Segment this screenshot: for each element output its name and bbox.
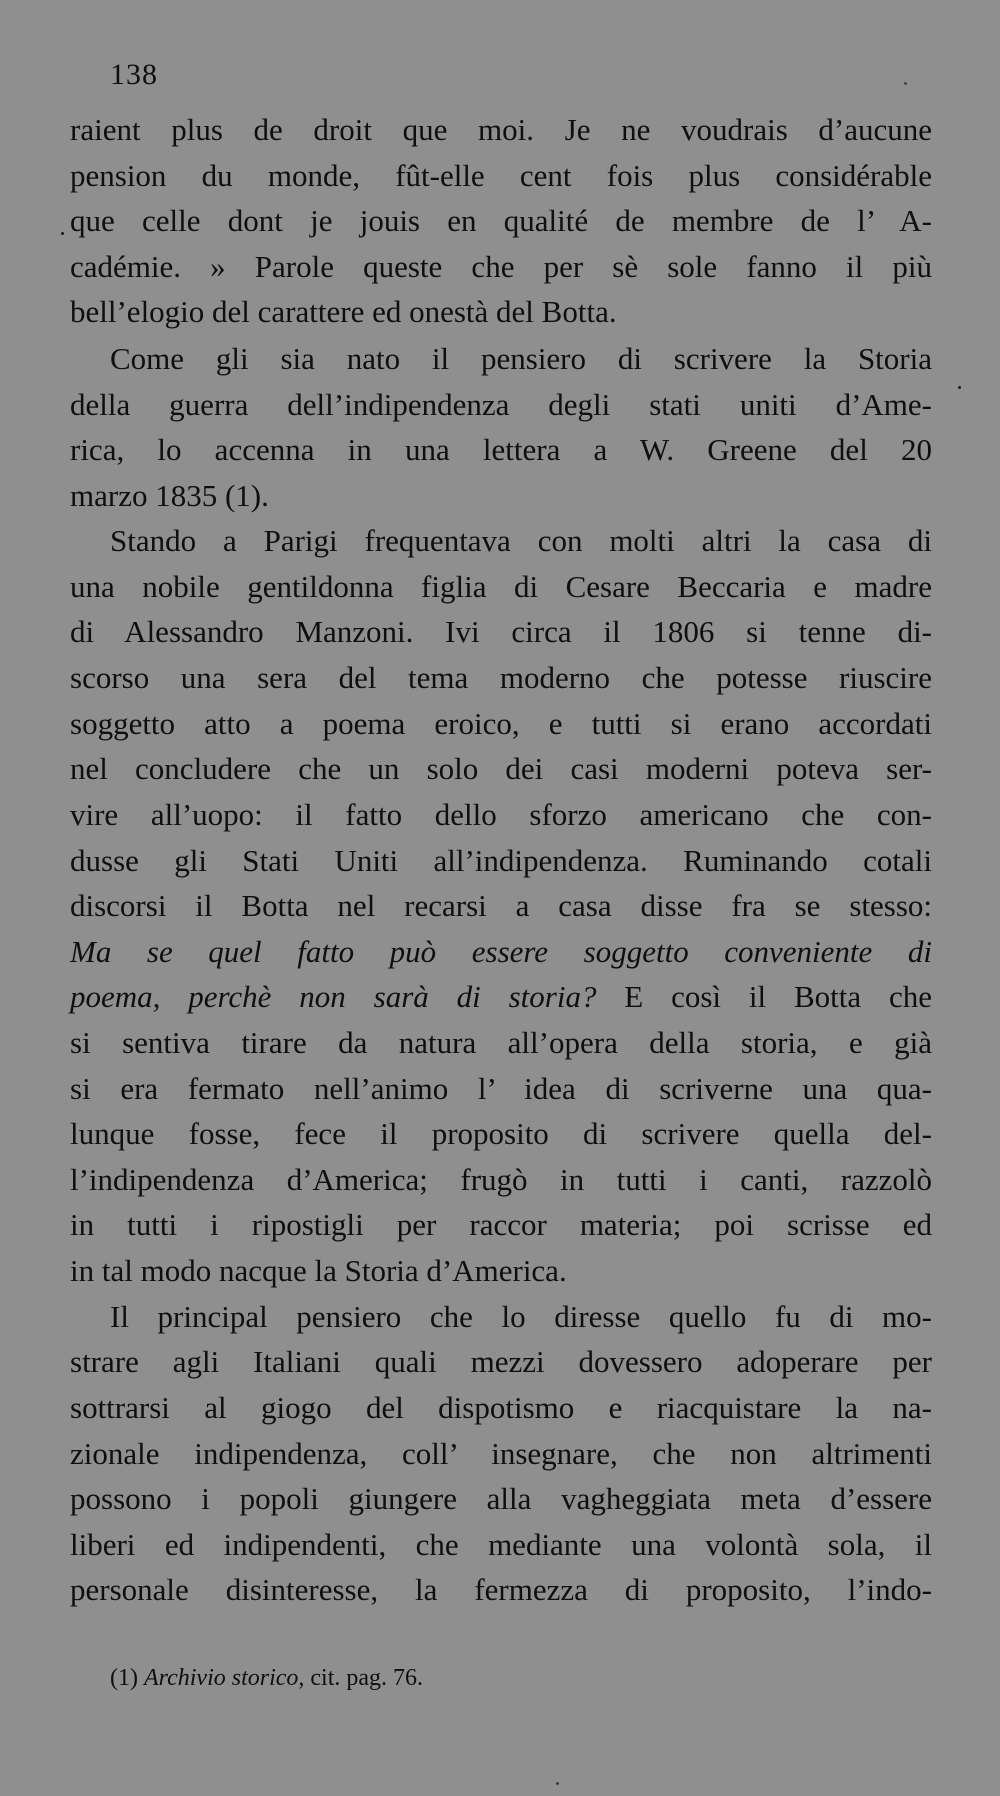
text-line: nel concludere che un solo dei casi moderni poteva ser- (70, 751, 932, 786)
text-line: scorso una sera del tema moderno che potesse riuscire (70, 660, 932, 695)
text-line: una nobile gentildonna figlia di Cesare Beccaria e madre (70, 569, 932, 604)
text-line: Come gli sia nato il pensiero di scrivere la Storia (110, 341, 932, 376)
text-line: raient plus de droit que moi. Je ne voudrais d’aucune (70, 112, 932, 147)
italic-text-line: Ma se quel fatto può essere soggetto conveniente di (70, 934, 932, 969)
text-line: discorsi il Botta nel recarsi a casa disse fra se stesso: (70, 888, 932, 923)
footnote-marker: (1) (110, 1665, 138, 1691)
page-number: 138 (110, 58, 158, 91)
text-line: que celle dont je jouis en qualité de membre de l’ A- (70, 203, 932, 238)
text-line: in tal modo nacque la Storia d’America. (70, 1253, 567, 1288)
footnote-source: Archivio storico, (143, 1665, 305, 1691)
text-line: cadémie. » Parole queste che per sè sole fanno il più (70, 249, 932, 284)
text-line: lunque fosse, fece il proposito di scrivere quella del- (70, 1116, 932, 1151)
text-line: bell’elogio del carattere ed onestà del Botta. (70, 294, 617, 329)
text-line: si sentiva tirare da natura all’opera della storia, e già (70, 1025, 932, 1060)
text-line: zionale indipendenza, coll’ insegnare, che non altrimenti (70, 1436, 932, 1471)
text-line (70, 981, 932, 1012)
text-line: vire all’uopo: il fatto dello sforzo americano che con- (70, 797, 932, 832)
text-line: della guerra dell’indipendenza degli stati uniti d’Ame- (70, 387, 932, 422)
text-line: si era fermato nell’animo l’ idea di scriverne una qua- (70, 1071, 932, 1106)
print-speck (61, 232, 64, 235)
text-line: di Alessandro Manzoni. Ivi circa il 1806 si tenne di- (70, 614, 932, 649)
footnote-reference: cit. pag. 76. (310, 1665, 424, 1691)
text-line: soggetto atto a poema eroico, e tutti si erano accordati (70, 706, 932, 741)
print-speck (958, 386, 961, 389)
text-line: in tutti i ripostigli per raccor materia; poi scrisse ed (70, 1207, 932, 1242)
text-line: liberi ed indipendenti, che mediante una volontà sola, il (70, 1527, 932, 1562)
text-line: strare agli Italiani quali mezzi dovessero adoperare per (70, 1344, 932, 1379)
text-line: sottrarsi al giogo del dispotismo e riacquistare la na- (70, 1390, 932, 1425)
text-line: dusse gli Stati Uniti all’indipendenza. Ruminando cotali (70, 843, 932, 878)
italic-phrase: poema, perchè non sarà di storia? (70, 979, 597, 1014)
text-line: Il principal pensiero che lo diresse quello fu di mo- (110, 1299, 932, 1334)
text-line: Stando a Parigi frequentava con molti altri la casa di (110, 523, 932, 558)
text-line: pension du monde, fût-elle cent fois plus considérable (70, 158, 932, 193)
text-line: personale disinteresse, la fermezza di proposito, l’indo- (70, 1572, 932, 1607)
text-line: rica, lo accenna in una lettera a W. Greene del 20 (70, 432, 932, 467)
print-speck (904, 82, 907, 85)
text-line: l’indipendenza d’America; frugò in tutti i canti, razzolò (70, 1162, 932, 1197)
footnote (110, 1666, 670, 1690)
line-continuation: E così il Botta che (596, 979, 932, 1014)
text-line: marzo 1835 (1). (70, 478, 269, 513)
text-line: possono i popoli giungere alla vagheggiata meta d’essere (70, 1481, 932, 1516)
print-speck (556, 1782, 559, 1785)
